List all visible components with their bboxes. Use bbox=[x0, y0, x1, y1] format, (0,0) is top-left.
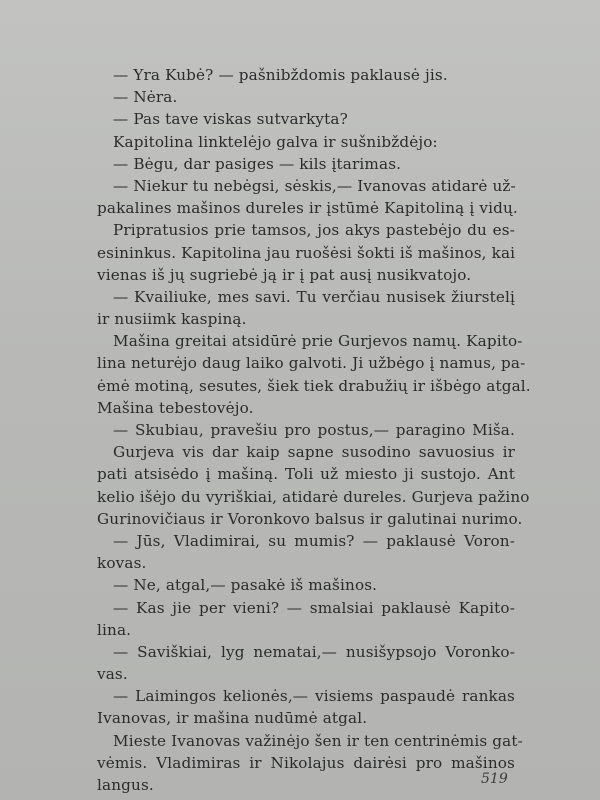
text-line: — Nėra. bbox=[113, 88, 178, 107]
text-line: kovas. bbox=[97, 554, 147, 573]
text-line: Kapitolina linktelėjo galva ir sušnibždėjo: bbox=[113, 132, 438, 151]
text-line: Mieste Ivanovas važinėjo šen ir ten centrinėmis gat- bbox=[113, 731, 523, 750]
book-page-text bbox=[97, 64, 531, 796]
text-line: ėmė motiną, sesutes, šiek tiek drabužių ir išbėgo atgal. bbox=[97, 376, 531, 395]
text-line: langus. bbox=[97, 776, 154, 794]
text-line: Pripratusios prie tamsos, jos akys pastebėjo du es- bbox=[113, 221, 515, 240]
text-line: — Pas tave viskas sutvarkyta? bbox=[113, 110, 348, 129]
text-line: vienas iš jų sugriebė ją ir į pat ausį nusikvatojo. bbox=[97, 265, 472, 284]
text-line: — Bėgu, dar pasiges — kils įtarimas. bbox=[113, 154, 402, 173]
text-line: pati atsisėdo į mašiną. Toli už miesto ji sustojo. Ant bbox=[97, 465, 515, 484]
text-line: vas. bbox=[97, 665, 128, 684]
text-line: — Jūs, Vladimirai, su mumis? — paklausė Voron- bbox=[113, 531, 515, 550]
text-line: Mašina greitai atsidūrė prie Gurjevos namų. Kapito- bbox=[113, 332, 523, 351]
text-line: — Kas jie per vieni? — smalsiai paklausė Kapito- bbox=[113, 598, 515, 617]
text-line: esininkus. Kapitolina jau ruošėsi šokti iš mašinos, kai bbox=[97, 243, 516, 262]
text-line: kelio išėjo du vyriškiai, atidarė dureles. Gurjeva pažino bbox=[97, 487, 530, 506]
text-line: Gurjeva vis dar kaip sapne susodino savuosius ir bbox=[113, 443, 515, 462]
text-line: Gurinovičiaus ir Voronkovo balsus ir galutinai nurimo. bbox=[97, 509, 523, 528]
text-line: — Kvailiuke, mes savi. Tu verčiau nusisek žiurstelį bbox=[113, 287, 515, 306]
text-line: ir nusiimk kaspiną. bbox=[97, 310, 247, 329]
text-line: Mašina tebestovėjo. bbox=[97, 398, 254, 417]
text-line: — Niekur tu nebėgsi, sėskis,— Ivanovas atidarė už- bbox=[113, 176, 516, 195]
text-line: — Ne, atgal,— pasakė iš mašinos. bbox=[113, 576, 378, 595]
text-line: lina neturėjo daug laiko galvoti. Ji užbėgo į namus, pa- bbox=[97, 354, 526, 373]
text-line: Ivanovas, ir mašina nudūmė atgal. bbox=[97, 709, 368, 728]
text-line: — Yra Kubė? — pašnibždomis paklausė jis. bbox=[113, 66, 448, 84]
text-line: lina. bbox=[97, 620, 132, 639]
text-line: pakalines mašinos dureles ir įstūmė Kapitoliną į vidų. bbox=[97, 199, 518, 218]
text-line: — Laimingos kelionės,— visiems paspaudė rankas bbox=[113, 687, 515, 706]
text-line: vėmis. Vladimiras ir Nikolajus dairėsi pro mašinos bbox=[97, 753, 515, 772]
text-line: — Saviškiai, lyg nematai,— nusišypsojo Voronko- bbox=[113, 642, 515, 661]
page-number: 519 bbox=[481, 771, 508, 787]
text-line: — Skubiau, pravešiu pro postus,— paragino Miša. bbox=[113, 421, 515, 439]
